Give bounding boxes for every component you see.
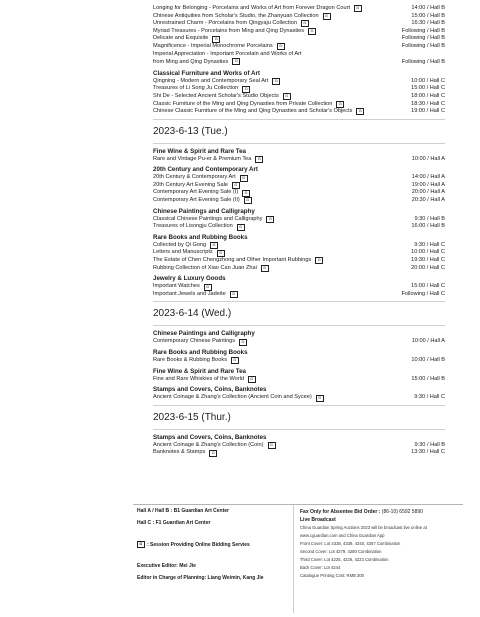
session-title: Unrestrained Charm - Porcelains from Qingyaju Collection [153, 20, 297, 27]
day-section [153, 301, 445, 401]
online-bidding-icon: ⊡ [209, 450, 217, 457]
session-time: 10:00 / Hall A [411, 338, 445, 345]
session-row [153, 197, 445, 205]
session-title: Contemporary Art Evening Sale (I) [153, 189, 239, 196]
session-row [153, 249, 445, 257]
online-bidding-icon: ⊡ [323, 13, 331, 20]
category-heading: Rare Books and Rubbing Books [153, 233, 248, 241]
session-row [153, 376, 445, 384]
online-bidding-icon: ⊡ [244, 197, 252, 204]
session-title: Qingning - Modern and Contemporary Seal Art [153, 77, 269, 84]
session-title: Treasures of Lisongju Collection [153, 223, 233, 230]
divider [153, 429, 445, 430]
session-row [153, 394, 445, 402]
session-title-wrap [153, 376, 256, 384]
online-bidding-icon: ⊡ [272, 78, 280, 85]
session-row [153, 93, 445, 101]
session-time: 9:30 / Hall B [414, 441, 445, 448]
session-time: 20:00 / Hall A [411, 189, 445, 196]
session-title: Myriad Treasures - Porcelains from Ming and Qing Dynasties [153, 27, 305, 34]
session-title: Shi De - Selected Ancient Scholar's Studio Objects [153, 92, 279, 99]
session-title-wrap [153, 156, 263, 164]
online-bidding-icon: ⊡ [266, 216, 274, 223]
category-heading: Classical Furniture and Works of Art [153, 69, 260, 77]
catalogue-footer [133, 504, 463, 613]
cover-credit-line: Back Cover: Lot 4244 [300, 565, 341, 570]
online-bidding-icon: ⊡ [242, 190, 250, 197]
session-title: 20th Century & Contemporary Art [153, 174, 236, 181]
category-heading: Jewelry & Luxury Goods [153, 275, 226, 283]
session-row [153, 338, 445, 346]
online-bidding-icon: ⊡ [354, 5, 362, 12]
session-title-wrap [153, 223, 245, 231]
session-title-wrap [153, 20, 309, 28]
session-title-wrap [153, 449, 217, 457]
session-time: 19:00 / Hall C [411, 108, 445, 115]
session-title-wrap [153, 182, 240, 190]
session-time: Following / Hall C [401, 290, 445, 297]
session-row [153, 449, 445, 457]
session-row [153, 43, 445, 51]
day-sections [153, 119, 445, 457]
session-time: 15:00 / Hall C [411, 283, 445, 290]
day-date: 2023-6-13 (Tue.) [153, 125, 228, 137]
session-row [153, 85, 445, 93]
session-row [153, 357, 445, 365]
online-bidding-icon: ⊡ [301, 20, 309, 27]
live-broadcast-line: China Guardian Spring Auctions 2023 will be broadcast live online at [300, 525, 427, 530]
session-title: The Estate of Chen Chengzhong and Other Important Rubbings [153, 257, 312, 264]
online-bidding-icon: ⊡ [356, 108, 364, 115]
online-bidding-icon: ⊡ [231, 357, 239, 364]
session-title: Rare and Vintage Pu-er & Premium Tea [153, 155, 252, 162]
session-row [153, 291, 445, 299]
session-title: Letters and Manuscripts [153, 249, 213, 256]
session-title-wrap [153, 189, 250, 197]
divider [153, 143, 445, 144]
online-bidding-legend [137, 541, 250, 548]
session-time: 10:00 / Hall B [411, 357, 445, 364]
cover-credit-line: Front Cover: Lot 4338, 4339, 4340, 4357 Combination [300, 541, 401, 546]
session-title-wrap [153, 35, 220, 43]
session-title: Rubbing Collection of Xiao Can Juan Zhai [153, 264, 257, 271]
session-title-wrap [153, 78, 280, 86]
session-title: Longing for Belonging - Porcelains and Works of Art from Forever Dragon Court [153, 5, 351, 11]
session-row [153, 20, 445, 28]
online-bidding-icon: ⊡ [316, 395, 324, 402]
session-title-wrap [153, 357, 239, 365]
online-bidding-icon: ⊡ [232, 58, 240, 65]
session-row [153, 189, 445, 197]
session-title: Banknotes & Stamps [153, 449, 206, 456]
session-title: Fine and Rare Whiskies of the World [153, 375, 244, 382]
session-title-wrap [153, 197, 252, 205]
session-time: 10:00 / Hall A [411, 155, 445, 162]
category-heading: Chinese Paintings and Calligraphy [153, 207, 255, 215]
session-row [153, 156, 445, 164]
session-row [153, 174, 445, 182]
session-time: 16:30 / Hall B [411, 20, 445, 27]
planning-editors: Editor in Charge of Planning: Liang Weimin, Kang Jie [137, 575, 264, 581]
session-title: Collected by Qi Gong [153, 241, 207, 248]
online-bidding-legend-text: : Session Providing Online Bidding Servies [147, 541, 250, 548]
session-row [153, 28, 445, 36]
footer-left [133, 505, 294, 613]
session-time: Following / Hall B [401, 59, 445, 66]
divider [153, 325, 445, 326]
session-row [153, 265, 445, 273]
session-row [153, 442, 445, 450]
online-bidding-icon: ⊡ [204, 284, 212, 291]
fax-number: (86-10) 6592 5890 [381, 509, 423, 515]
online-bidding-icon: ⊡ [308, 28, 316, 35]
session-title: Important Jewels and Jadeite [153, 290, 226, 297]
session-time: 14:00 / Hall B [411, 5, 445, 11]
live-broadcast-text [300, 524, 463, 540]
hall-c-address: Hall C : F1 Guardian Art Center [137, 520, 211, 526]
online-bidding-icon: ⊡ [212, 36, 220, 43]
session-title-wrap [153, 257, 323, 265]
category-heading: Stamps and Covers, Coins, Banknotes [153, 386, 267, 394]
fax-line [300, 508, 463, 516]
session-time: 20:30 / Hall A [411, 197, 445, 204]
session-title: Delicate and Exquisite [153, 35, 209, 42]
session-title-wrap [153, 28, 316, 36]
session-list [153, 78, 445, 116]
online-bidding-icon: ⊡ [255, 156, 263, 163]
session-title: Contemporary Chinese Paintings [153, 338, 236, 345]
online-bidding-icon: ⊡ [336, 101, 344, 108]
session-list [153, 5, 445, 51]
live-broadcast-title: Live Broadcast [300, 517, 336, 523]
divider [153, 119, 445, 120]
session-time: 9:30 / Hall C [414, 394, 445, 401]
online-bidding-icon: ⊡ [237, 224, 245, 231]
session-time: 18:00 / Hall C [411, 92, 445, 99]
session-time: 15:00 / Hall C [411, 85, 445, 92]
online-bidding-icon: ⊡ [315, 257, 323, 264]
session-row [153, 216, 445, 224]
session-title: Magnificence - Imperial Monochrome Porcelains [153, 42, 273, 49]
session-time: Following / Hall B [401, 27, 445, 34]
footer-right [294, 505, 463, 613]
cover-credits [300, 540, 463, 580]
divider [153, 405, 445, 406]
fax-label: Fax Only for Absentee Bid Order : [300, 509, 381, 515]
category-heading: Rare Books and Rubbing Books [153, 349, 248, 357]
category-heading: Stamps and Covers, Coins, Banknotes [153, 433, 267, 441]
session-title-wrap [153, 101, 344, 109]
session-title-wrap [153, 93, 291, 101]
session-time: 10:00 / Hall C [411, 77, 445, 84]
session-row [153, 13, 445, 21]
session-time: 9:30 / Hall C [414, 241, 445, 248]
session-title: Classic Furniture of the Ming and Qing Dynasties from Private Collection [153, 100, 333, 107]
session-title: Treasures of Li Song Ju Collection [153, 85, 239, 92]
category-heading: Chinese Paintings and Calligraphy [153, 330, 255, 338]
category-heading: Fine Wine & Spirit and Rare Tea [153, 147, 247, 155]
session-title-wrap [153, 394, 324, 402]
session-row [153, 35, 445, 43]
session-title: Classical Chinese Paintings and Calligraphy [153, 215, 263, 222]
session-title-wrap [153, 291, 238, 299]
session-row [153, 108, 445, 116]
session-time: 19:30 / Hall C [411, 257, 445, 264]
category-heading: 20th Century and Contemporary Art [153, 166, 258, 174]
session-row [153, 101, 445, 109]
category-heading: Fine Wine & Spirit and Rare Tea [153, 367, 247, 375]
session-title-wrap [153, 249, 225, 257]
session-title: Important Watches [153, 283, 200, 290]
session-row [153, 283, 445, 291]
session-time: 15:00 / Hall B [411, 12, 445, 19]
session-title: Chinese Classic Furniture of the Ming and Qing Dynasties and Scholar's Objects [153, 108, 353, 115]
cover-credit-line: Second Cover: Lot 4279, 4280 Combination [300, 549, 382, 554]
executive-editor: Executive Editor: Mei Jie [137, 563, 196, 569]
day-date: 2023-6-15 (Thur.) [153, 411, 231, 423]
session-title: Ancient Coinage & Zhang's Collection (Ancient Coin and Sycee) [153, 394, 312, 401]
session-time: 19:00 / Hall A [411, 181, 445, 188]
session-title-wrap [153, 283, 212, 291]
day-section [153, 119, 445, 299]
session-time: 16:00 / Hall B [411, 223, 445, 230]
session-row [153, 78, 445, 86]
session-title-wrap [153, 13, 331, 21]
session-row [153, 51, 445, 67]
session-time: Following / Hall B [401, 42, 445, 49]
online-bidding-icon: ⊡ [210, 242, 218, 249]
online-bidding-icon: ⊡ [217, 250, 225, 257]
session-title-wrap [153, 43, 285, 51]
online-bidding-icon: ⊡ [242, 86, 250, 93]
cover-credit-line: Catalogue Printing Cost: RMB 300 [300, 573, 365, 578]
session-time: 9:30 / Hall B [414, 215, 445, 222]
session-time: 15:00 / Hall B [411, 375, 445, 382]
session-title-wrap [153, 242, 218, 250]
session-title: Rare Books & Rubbing Books [153, 357, 228, 364]
day-date: 2023-6-14 (Wed.) [153, 308, 232, 320]
session-title-wrap [153, 442, 276, 450]
online-bidding-icon: ⊡ [232, 182, 240, 189]
session-row [153, 182, 445, 190]
session-time: 20:00 / Hall C [411, 264, 445, 271]
online-bidding-icon: ⊡ [239, 339, 247, 346]
session-time: Following / Hall B [401, 35, 445, 42]
online-bidding-icon: ⊡ [277, 43, 285, 50]
session-title-wrap [153, 216, 274, 224]
session-row [153, 257, 445, 265]
session-title: Contemporary Art Evening Sale (II) [153, 197, 240, 204]
session-title-wrap [153, 174, 248, 182]
session-title: Imperial Appreciation - Important Porcelain and Works of Art [153, 50, 302, 57]
online-bidding-icon: ⊡ [137, 541, 145, 548]
session-row [153, 223, 445, 231]
session-title-continued: from Ming and Qing Dynasties [153, 59, 229, 66]
session-row [153, 242, 445, 250]
online-bidding-icon: ⊡ [261, 265, 269, 272]
session-time: 18:30 / Hall C [411, 100, 445, 107]
session-title: Chinese Antiquities from Scholar's Studio, the Zhanyuan Collection [153, 12, 319, 19]
online-bidding-icon: ⊡ [268, 442, 276, 449]
session-time: 10:00 / Hall C [411, 249, 445, 256]
session-row [153, 5, 445, 13]
online-bidding-icon: ⊡ [248, 376, 256, 383]
session-title-wrap [153, 338, 247, 346]
session-title: Ancient Coinage & Zhang's Collection (Coin) [153, 441, 264, 448]
session-title-wrap [153, 108, 364, 116]
day-section [153, 405, 445, 457]
divider [153, 301, 445, 302]
auction-schedule [153, 5, 445, 457]
session-title-wrap [153, 5, 362, 13]
hall-ab-address: Hall A / Hall B : B1 Guardian Art Center [137, 508, 229, 514]
session-title: 20th Century Art Evening Sale [153, 181, 228, 188]
session-time: 14:00 / Hall A [411, 174, 445, 181]
cover-credit-line: Third Cover: Lot 4225, 4226, 4223 Combination [300, 557, 389, 562]
session-title-wrap [153, 265, 269, 273]
live-broadcast-line: www.cguardian.com and China Guardian App [300, 533, 385, 538]
online-bidding-icon: ⊡ [283, 93, 291, 100]
session-time: 13:30 / Hall C [411, 449, 445, 456]
online-bidding-icon: ⊡ [230, 291, 238, 298]
session-title-wrap [153, 85, 250, 93]
online-bidding-icon: ⊡ [240, 175, 248, 182]
